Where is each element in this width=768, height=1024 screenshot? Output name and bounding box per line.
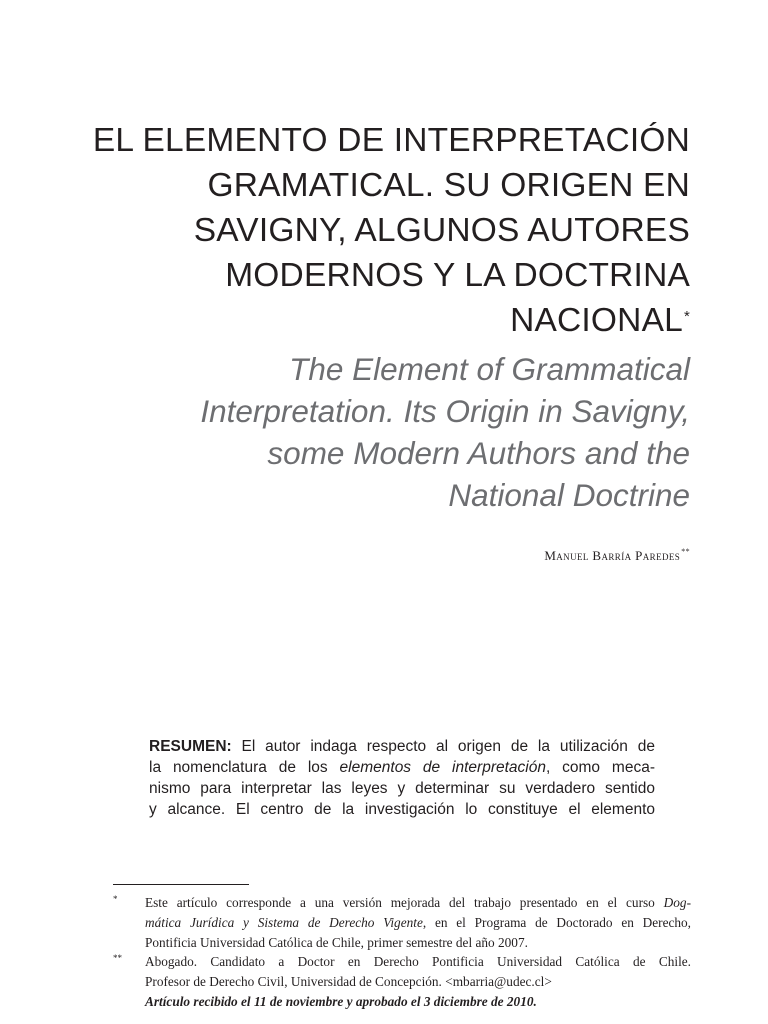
abstract-line: y alcance. El centro de la investigación lo constituye el elemento (149, 801, 655, 818)
abstract-text: , como meca- (545, 759, 655, 776)
footnote-2 (113, 952, 691, 1011)
spanish-title-line: EL ELEMENTO DE INTERPRETACIÓN (92, 122, 690, 159)
footnote-line: Pontificia Universidad Católica de Chile, primer semestre del año 2007. (145, 934, 528, 950)
abstract-line (149, 757, 655, 778)
abstract-emphasis: elementos de interpretación (339, 759, 546, 776)
footnote-emphasis: Dog- (663, 895, 691, 910)
author-name: Manuel Barría Paredes (544, 548, 681, 563)
english-title-line: Interpretation. Its Origin in Savigny, (200, 393, 690, 429)
footnote-text: Este artículo corresponde a una versión mejorada del trabajo presentado en el curso (145, 895, 664, 910)
footnote-emphasis: mática Jurídica y Sistema de Derecho Vigente (145, 914, 423, 930)
footnote-1 (113, 893, 691, 952)
abstract-text: la nomenclatura de los (149, 759, 340, 776)
footnote-line (145, 913, 691, 933)
spanish-title-line: SAVIGNY, ALGUNOS AUTORES (193, 212, 690, 249)
footnote-text: , en el Programa de Doctorado en Derecho, (422, 914, 691, 930)
footnote-line: Profesor de Derecho Civil, Universidad de Concepción. <mbarria@udec.cl> (145, 974, 552, 990)
english-title-line: some Modern Authors and the (267, 435, 690, 471)
footnote-mark: * (113, 894, 118, 904)
abstract-label: RESUMEN: (149, 738, 232, 755)
author-footnote-mark: ** (681, 547, 690, 556)
received-date-note: Artículo recibido el 11 de noviembre y aprobado el 3 diciembre de 2010. (145, 993, 537, 1009)
footnote-line: Abogado. Candidato a Doctor en Derecho Pontificia Universidad Católica de Chile. (145, 954, 691, 970)
abstract-line: nismo para interpretar las leyes y determinar su verdadero sentido (149, 780, 655, 797)
abstract-text: El autor indaga respecto al origen de la utilización de (231, 738, 655, 755)
footnotes (113, 893, 691, 1012)
footnote-mark: ** (113, 953, 122, 964)
spanish-title (90, 118, 690, 343)
footnote-line (145, 893, 691, 913)
english-title-line: National Doctrine (448, 477, 690, 513)
author-byline (544, 548, 690, 564)
english-title (90, 348, 690, 516)
spanish-title-last-word: NACIONAL (510, 302, 683, 339)
english-title-line: The Element of Grammatical (289, 351, 690, 387)
spanish-title-line: GRAMATICAL. SU ORIGEN EN (207, 167, 690, 204)
spanish-title-line: MODERNOS Y LA DOCTRINA (225, 257, 690, 294)
footnote-divider (113, 884, 249, 885)
abstract (149, 736, 655, 820)
title-footnote-mark: * (683, 308, 690, 325)
abstract-line (149, 736, 655, 757)
spanish-title-line (90, 298, 690, 343)
